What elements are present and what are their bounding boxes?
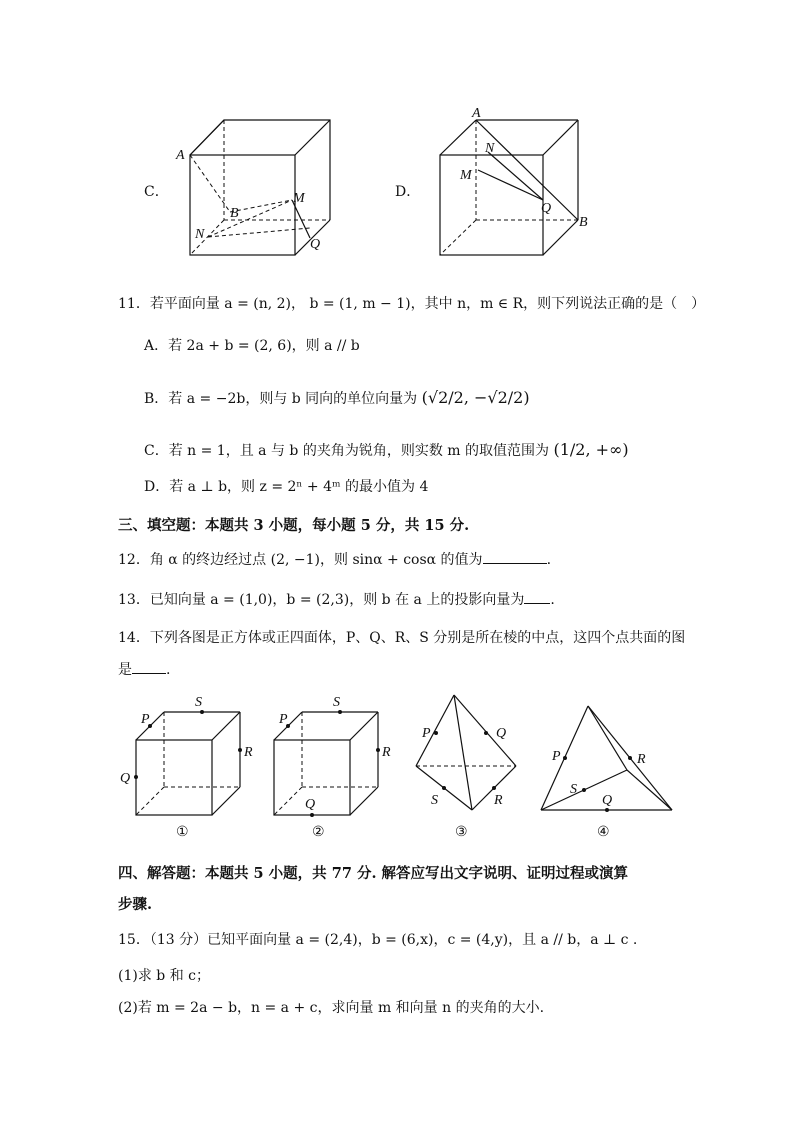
q14-line1: 14．下列各图是正方体或正四面体，P、Q、R、S 分别是所在棱的中点，这四个点共面的图 [118, 630, 686, 646]
q10-option-c-label: C． [144, 184, 169, 200]
q11-option-c-value: (1/2, +∞) [553, 440, 629, 459]
fig2-label: ② [312, 825, 325, 840]
q10-option-d-label: D． [395, 184, 421, 200]
fig-d-point-b: B [579, 215, 588, 230]
fig4-point-q: Q [602, 793, 613, 808]
fig-c-point-m: M [293, 191, 305, 206]
fig-d-point-a: A [472, 106, 481, 121]
fig2-point-p: P [279, 712, 288, 727]
q11-option-b-value: (√2/2, −√2/2) [421, 388, 530, 407]
fig4-point-s: S [570, 782, 577, 797]
fig-c-point-n: N [195, 227, 205, 242]
fig4-label: ④ [597, 825, 610, 840]
fig-c-point-b: B [230, 206, 239, 221]
q11-option-b-prefix: B．若 a = −2b，则与 b 同向的单位向量为 [144, 391, 418, 407]
fig1-point-q: Q [120, 771, 131, 786]
fig-d-point-m: M [460, 168, 472, 183]
q14-figure-3 [416, 695, 516, 840]
fig1-point-s: S [195, 695, 202, 710]
q15-stem: 15．（13 分）已知平面向量 a = (2,4)，b = (6,x)，c = (4,y)，且 a // b，a ⊥ c . [118, 932, 638, 948]
fig2-point-q: Q [305, 797, 316, 812]
q14-line2-end: . [166, 662, 171, 678]
fig4-point-p: P [552, 749, 561, 764]
q15-part2: (2)若 m = 2a − b，n = a + c，求向量 m 和向量 n 的夹角的大小. [118, 1000, 545, 1016]
q11-option-c-prefix: C．若 n = 1，且 a 与 b 的夹角为锐角，则实数 m 的取值范围为 [144, 443, 550, 459]
fig1-point-r: R [244, 745, 253, 760]
q14-figure-1 [120, 695, 253, 840]
section-4-heading-line2: 步骤. [118, 896, 153, 913]
fig-c-point-a: A [176, 148, 185, 163]
fig3-label: ③ [455, 825, 468, 840]
section-3-heading: 三、填空题：本题共 3 小题，每小题 5 分，共 15 分. [118, 517, 470, 534]
q15-part1: (1)求 b 和 c； [118, 968, 210, 984]
q11-stem-a: a = (n, 2)， [224, 296, 306, 312]
fig2-point-r: R [382, 745, 391, 760]
q11-stem-nm: n，m ∈ R，则下列说法正确的是（ ） [457, 296, 706, 312]
fig3-point-r: R [494, 793, 503, 808]
fig1-point-p: P [141, 712, 150, 727]
q11-option-d: D．若 a ⊥ b，则 z = 2ⁿ + 4ᵐ 的最小值为 4 [144, 479, 429, 495]
section-4-heading-line1: 四、解答题：本题共 5 小题，共 77 分. 解答应写出文字说明、证明过程或演算 [118, 865, 629, 882]
fig3-point-s: S [431, 793, 438, 808]
q13-end: . [550, 592, 555, 608]
fig-c-point-q: Q [310, 237, 321, 252]
q12-end: . [546, 552, 552, 568]
q11-stem-prefix: 11．若平面向量 [118, 296, 220, 312]
q14-figure-2 [274, 695, 391, 840]
q14-figure-4 [541, 706, 672, 840]
q11-option-a: A．若 2a + b = (2, 6)，则 a // b [144, 338, 360, 354]
fig-d-point-n: N [485, 141, 495, 156]
q11-stem-b: b = (1, m − 1)，其中 [309, 296, 453, 312]
fig-d-point-q: Q [541, 201, 552, 216]
q12-text: 12．角 α 的终边经过点 (2, −1)，则 sinα + cosα 的值为 [118, 552, 483, 568]
fig1-label: ① [176, 825, 189, 840]
q14-line2-prefix: 是 [118, 662, 132, 678]
q13-text: 13．已知向量 a = (1,0)，b = (2,3)，则 b 在 a 上的投影向量为 [118, 592, 525, 608]
fig4-point-r: R [637, 752, 646, 767]
fig3-point-q: Q [496, 726, 507, 741]
fig2-point-s: S [333, 695, 340, 710]
fig3-point-p: P [422, 726, 431, 741]
